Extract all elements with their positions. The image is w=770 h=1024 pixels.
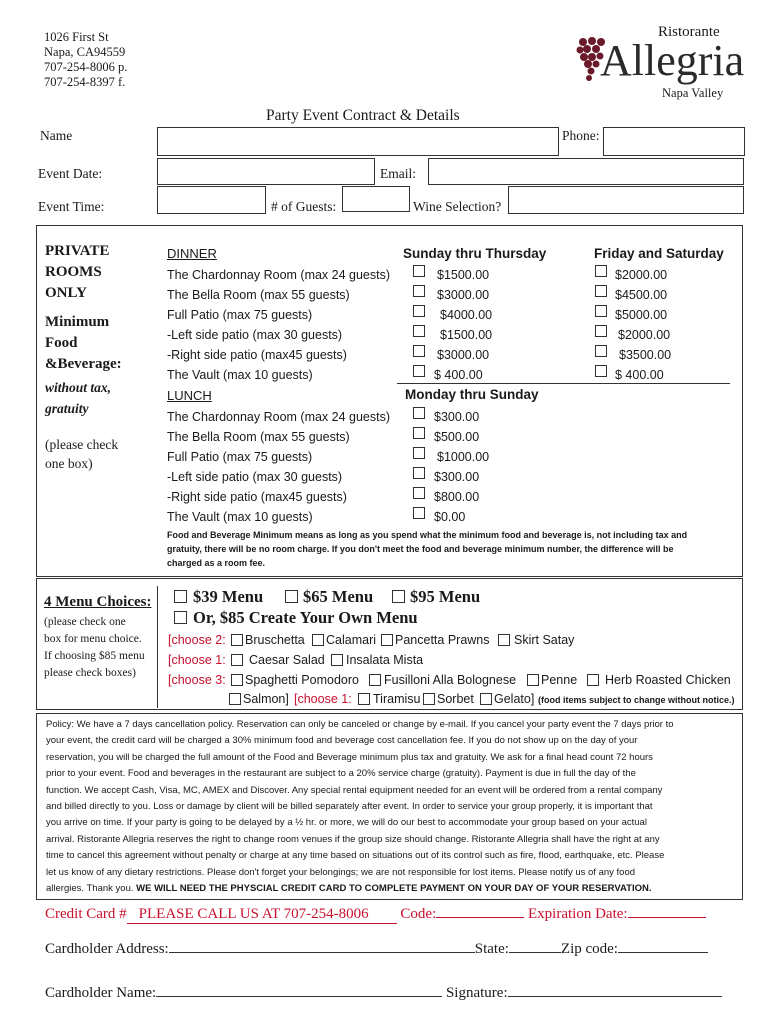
caesar-salad-label: Caesar Salad xyxy=(249,653,325,667)
policy-line: Policy: We have a 7 days cancellation policy. Reservation can only be canceled or change by e-mail. If you cancel your party event the 7 days prior to xyxy=(46,719,674,730)
choose-3-label: [choose 3: xyxy=(168,673,226,687)
menu-85-label: Or, $85 Create Your Own Menu xyxy=(193,608,418,627)
credit-card-row xyxy=(45,906,706,924)
code-field[interactable] xyxy=(436,917,524,918)
dinner-weekday-price: $1500.00 xyxy=(440,328,493,342)
dinner-weekend-checkbox[interactable] xyxy=(595,305,607,317)
menu-instruction-line: box for menu choice. xyxy=(44,633,142,645)
dinner-room-name: -Right side patio (max45 guests) xyxy=(167,348,347,362)
code-label: Code: xyxy=(400,906,437,922)
without-tax-line: without tax, xyxy=(45,380,112,395)
lunch-price: $300.00 xyxy=(434,410,480,424)
minimum-label-line: Minimum xyxy=(45,314,110,330)
monday-sunday-heading: Monday thru Sunday xyxy=(405,387,539,402)
lunch-room-name: -Right side patio (max45 guests) xyxy=(167,490,347,504)
lunch-room-name: The Bella Room (max 55 guests) xyxy=(167,430,350,444)
name-label: Name xyxy=(40,128,73,143)
lunch-checkbox[interactable] xyxy=(413,447,425,459)
dinner-weekday-checkbox[interactable] xyxy=(413,365,425,377)
policy-line: let us know of any dietary restrictions. Please don't forget your belongings; we are not responsible for lost items. Please notify us of any food xyxy=(46,866,636,878)
dinner-weekend-price: $3500.00 xyxy=(619,348,672,362)
policy-line: you arrive on time. If your party is going to be delayed by a ½ hr. or more, we will do our best to accommodate your group based on your actual xyxy=(46,817,647,829)
cancellation-policy-text xyxy=(46,717,674,897)
dinner-weekday-price: $3000.00 xyxy=(437,288,490,302)
name-field[interactable] xyxy=(157,127,559,156)
calamari-label: Calamari xyxy=(326,633,377,647)
friday-saturday-heading: Friday and Saturday xyxy=(594,246,724,261)
penne-checkbox[interactable] xyxy=(527,674,539,686)
cardholder-address-row xyxy=(45,941,708,958)
pancetta-prawns-checkbox[interactable] xyxy=(381,634,393,646)
signature-field[interactable] xyxy=(508,996,722,997)
without-tax-note xyxy=(45,377,111,419)
dinner-weekend-checkbox[interactable] xyxy=(595,265,607,277)
choose-1-salad-label: [choose 1: xyxy=(168,653,226,667)
policy-line: arrival. Ristorante Allegria reserves the right to change room venues if the group size should change. Ristorante Allegria shall have the right at any xyxy=(46,833,660,845)
herb-roasted-chicken-label: Herb Roasted Chicken xyxy=(605,673,731,687)
lunch-price: $800.00 xyxy=(434,490,480,504)
dinner-weekend-checkbox[interactable] xyxy=(595,325,607,337)
dinner-weekday-price: $1500.00 xyxy=(437,268,490,282)
dinner-room-name: -Left side patio (max 30 guests) xyxy=(167,328,343,342)
policy-line: your event, the credit card will be charged a 30% minimum food and beverage cost cancellation fee. If you do not show up on the day of your xyxy=(46,735,638,747)
policy-line: and billed directly to you. Loss or damage by client will be billed separately after event. In order to service your group properly, it is important that xyxy=(46,801,653,813)
policy-line: prior to your event. Food and beverages in the restaurant are subject to a 20% service charge (gratuity). Payment is due in full the day of the xyxy=(46,768,636,780)
logo-allegria-text: Allegria xyxy=(600,36,745,85)
penne-label: Penne xyxy=(541,673,578,687)
sorbet-label: Sorbet xyxy=(437,692,474,706)
note-line: charged as a room fee. xyxy=(167,558,266,568)
dinner-room-name: The Vault (max 10 guests) xyxy=(167,368,313,382)
zip-code-field[interactable] xyxy=(618,952,708,953)
dinner-weekday-checkbox[interactable] xyxy=(413,305,425,317)
check-one-box-note xyxy=(45,435,118,473)
tiramisu-label: Tiramisu xyxy=(373,692,421,706)
email-label: Email: xyxy=(380,166,416,181)
policy-line: function. We accept Cash, Visa, MC, AMEX and Discover. Any special rental equipment needed for an event will be ordered from a rental company xyxy=(46,784,663,796)
cardholder-name-field[interactable] xyxy=(156,996,442,997)
dinner-weekday-price: $ 400.00 xyxy=(434,368,483,382)
zip-code-label: Zip code: xyxy=(560,941,618,957)
menu-instruction-line: If choosing $85 menu xyxy=(44,650,145,662)
check-note-line: one box) xyxy=(45,456,93,471)
credit-card-value: PLEASE CALL US AT 707-254-8006 xyxy=(138,906,369,922)
lunch-price: $300.00 xyxy=(434,470,480,484)
policy-thanks: allergies. Thank you. xyxy=(46,883,137,895)
event-date-label: Event Date: xyxy=(38,166,103,181)
lunch-price: $1000.00 xyxy=(437,450,490,464)
logo-napa-valley-text: Napa Valley xyxy=(662,86,724,100)
sorbet-checkbox[interactable] xyxy=(423,693,435,705)
lunch-checkbox[interactable] xyxy=(413,487,425,499)
spaghetti-label: Spaghetti Pomodoro xyxy=(245,673,359,687)
dinner-weekday-price: $4000.00 xyxy=(440,308,493,322)
menu-heading-divider xyxy=(157,586,158,708)
fusilloni-checkbox[interactable] xyxy=(369,674,381,686)
logo-ristorante-text: Ristorante xyxy=(658,24,720,40)
city-state-zip: Napa, CA94559 xyxy=(44,45,126,59)
page-title: Party Event Contract & Details xyxy=(266,107,460,124)
state-field[interactable] xyxy=(509,952,561,953)
guests-label: # of Guests: xyxy=(271,199,337,214)
expiration-date-label: Expiration Date: xyxy=(528,906,628,922)
menu-39-checkbox[interactable] xyxy=(174,590,187,603)
note-line: gratuity, there will be no room charge. If you don't meet the food and beverage minimum number, the difference will be xyxy=(167,544,674,554)
credit-card-label: Credit Card # xyxy=(45,906,127,922)
dinner-weekend-price: $ 400.00 xyxy=(615,368,664,382)
dinner-weekday-checkbox[interactable] xyxy=(413,345,425,357)
event-time-field[interactable] xyxy=(157,186,266,214)
guests-field[interactable] xyxy=(342,186,410,212)
menu-39-label: $39 Menu xyxy=(193,587,264,606)
cardholder-name-label: Cardholder Name: xyxy=(45,985,157,1001)
expiration-date-field[interactable] xyxy=(628,917,706,918)
private-rooms-heading-line: ROOMS xyxy=(45,264,102,280)
dinner-weekend-checkbox[interactable] xyxy=(595,345,607,357)
private-rooms-heading-line: ONLY xyxy=(45,285,87,301)
lunch-checkbox[interactable] xyxy=(413,507,425,519)
state-label: State: xyxy=(474,941,509,957)
signature-label: Signature: xyxy=(445,985,508,1001)
cardholder-name-row xyxy=(45,985,722,1002)
dinner-heading: DINNER xyxy=(167,246,217,261)
policy-line xyxy=(46,881,674,897)
wine-selection-label: Wine Selection? xyxy=(413,199,502,214)
note-line: Food and Beverage Minimum means as long as you spend what the minimum food and beverage is, not including tax and xyxy=(167,530,688,540)
private-rooms-heading xyxy=(45,241,109,304)
spaghetti-checkbox[interactable] xyxy=(231,674,243,686)
lunch-price: $0.00 xyxy=(434,510,466,524)
dinner-room-name: Full Patio (max 75 guests) xyxy=(167,308,313,322)
choose-1-dessert-label: [choose 1: xyxy=(294,692,352,706)
menu-65-label: $65 Menu xyxy=(303,587,374,606)
insalata-mista-label: Insalata Mista xyxy=(346,653,424,667)
fusilloni-label: Fusilloni Alla Bolognese xyxy=(384,673,517,687)
dinner-room-name: The Bella Room (max 55 guests) xyxy=(167,288,350,302)
gelato-checkbox[interactable] xyxy=(480,693,492,705)
phone-label: Phone: xyxy=(562,128,600,143)
menu-95-label: $95 Menu xyxy=(410,587,481,606)
menu-85-checkbox[interactable] xyxy=(174,611,187,624)
without-tax-line: gratuity xyxy=(45,401,89,416)
fax-number: 707-254-8397 f. xyxy=(44,75,126,89)
lunch-price: $500.00 xyxy=(434,430,480,444)
herb-roasted-chicken-checkbox[interactable] xyxy=(587,674,599,686)
menu-choices-heading: 4 Menu Choices: xyxy=(44,594,152,610)
caesar-salad-checkbox[interactable] xyxy=(231,654,243,666)
minimum-label-line: &Beverage: xyxy=(45,356,122,372)
policy-credit-card-requirement: WE WILL NEED THE PHYSCIAL CREDIT CARD TO COMPLETE PAYMENT ON YOUR DAY OF YOUR RESERVATION. xyxy=(136,883,652,895)
lunch-checkbox[interactable] xyxy=(413,467,425,479)
cardholder-address-field[interactable] xyxy=(169,952,475,953)
menu-instruction-line: please check boxes) xyxy=(44,667,136,679)
dinner-weekend-price: $4500.00 xyxy=(615,288,668,302)
dinner-weekend-price: $2000.00 xyxy=(615,268,668,282)
gelato-label: Gelato] xyxy=(494,692,535,706)
lunch-heading: LUNCH xyxy=(167,388,212,403)
dinner-weekday-checkbox[interactable] xyxy=(413,325,425,337)
dinner-room-name: The Chardonnay Room (max 24 guests) xyxy=(167,268,391,282)
bruschetta-label: Bruschetta xyxy=(245,633,305,647)
bruschetta-checkbox[interactable] xyxy=(231,634,243,646)
skirt-satay-checkbox[interactable] xyxy=(498,634,510,646)
check-note-line: (please check xyxy=(45,437,119,452)
lunch-checkbox[interactable] xyxy=(413,407,425,419)
phone-number: 707-254-8006 p. xyxy=(44,60,128,74)
dinner-lunch-divider xyxy=(397,383,730,384)
calamari-checkbox[interactable] xyxy=(312,634,324,646)
dinner-weekend-checkbox[interactable] xyxy=(595,365,607,377)
dinner-weekend-price: $5000.00 xyxy=(615,308,668,322)
dinner-weekend-checkbox[interactable] xyxy=(595,285,607,297)
minimum-explanation-note xyxy=(167,528,687,570)
items-subject-note: (food items subject to change without notice.) xyxy=(538,695,735,705)
choose-2-label: [choose 2: xyxy=(168,633,226,647)
wine-selection-field[interactable] xyxy=(508,186,744,214)
email-field[interactable] xyxy=(428,158,744,185)
restaurant-logo xyxy=(572,24,745,104)
event-time-label: Event Time: xyxy=(38,199,105,214)
event-date-field[interactable] xyxy=(157,158,375,185)
private-rooms-heading-line: PRIVATE xyxy=(45,243,110,259)
sunday-thursday-heading: Sunday thru Thursday xyxy=(403,246,547,261)
cardholder-address-label: Cardholder Address: xyxy=(45,941,169,957)
insalata-mista-checkbox[interactable] xyxy=(331,654,343,666)
dinner-weekday-checkbox[interactable] xyxy=(413,285,425,297)
policy-line: time to cancel this agreement without penalty or charge at any time based on situations out of its control such as fire, flood, earthquake, etc. Please xyxy=(46,850,665,862)
lunch-room-name: -Left side patio (max 30 guests) xyxy=(167,470,343,484)
minimum-food-beverage-label xyxy=(45,312,122,375)
credit-card-field[interactable] xyxy=(127,906,397,924)
minimum-label-line: Food xyxy=(45,335,78,351)
dinner-weekday-price: $3000.00 xyxy=(437,348,490,362)
salmon-checkbox[interactable] xyxy=(229,693,241,705)
pancetta-prawns-label: Pancetta Prawns xyxy=(395,633,490,647)
menu-95-checkbox[interactable] xyxy=(392,590,405,603)
lunch-checkbox[interactable] xyxy=(413,427,425,439)
street-address: 1026 First St xyxy=(44,30,109,44)
phone-field[interactable] xyxy=(603,127,745,156)
dinner-weekend-price: $2000.00 xyxy=(618,328,671,342)
menu-instructions xyxy=(44,614,145,682)
salmon-label: Salmon] xyxy=(243,692,289,706)
lunch-room-name: The Vault (max 10 guests) xyxy=(167,510,313,524)
dinner-weekday-checkbox[interactable] xyxy=(413,265,425,277)
menu-instruction-line: (please check one xyxy=(44,616,126,628)
policy-line: reservation, you will be charged the full amount of the Food and Beverage minimum plus tax and gratuity. We ask for a final head count 72 hours xyxy=(46,751,653,763)
tiramisu-checkbox[interactable] xyxy=(358,693,370,705)
lunch-room-name: Full Patio (max 75 guests) xyxy=(167,450,313,464)
lunch-room-name: The Chardonnay Room (max 24 guests) xyxy=(167,410,391,424)
menu-65-checkbox[interactable] xyxy=(285,590,298,603)
skirt-satay-label: Skirt Satay xyxy=(514,633,575,647)
